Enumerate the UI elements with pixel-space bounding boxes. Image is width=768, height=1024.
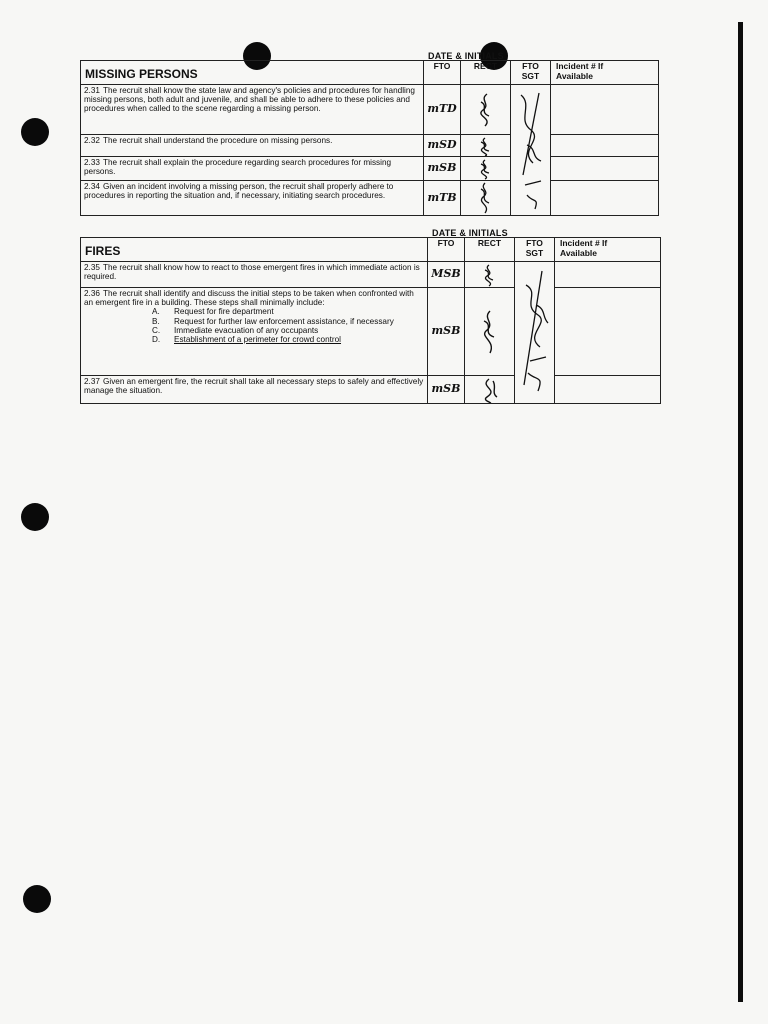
list-item: C. Immediate evacuation of any occupants xyxy=(152,325,319,335)
header-row xyxy=(81,238,661,262)
col-fto: FTO xyxy=(424,61,461,85)
table-row xyxy=(81,85,659,135)
col-incident: Incident # If Available xyxy=(555,238,661,262)
list-item: B. Request for further law enforcement assistance, if necessary xyxy=(152,316,394,326)
list-item: A. Request for fire department xyxy=(152,307,274,317)
col-fto-sgt: FTO SGT xyxy=(511,61,551,85)
table-row xyxy=(81,135,659,157)
date-initials-header: DATE & INITIALS xyxy=(428,51,504,61)
date-initials-header: DATE & INITIALS xyxy=(432,228,508,238)
fto-initials: mTD xyxy=(424,85,461,135)
col-fto-sgt: FTO SGT xyxy=(515,238,555,262)
section-title: MISSING PERSONS xyxy=(81,61,424,85)
task-text: 2.34 Given an incident involving a missing person, the recruit shall properly adhere to procedures in reporting the situation and, if necessary, initiating search procedures. xyxy=(81,181,424,216)
table-row xyxy=(81,262,661,288)
fto-initials: mSD xyxy=(424,135,461,157)
task-text: 2.31 The recruit shall know the state law and agency's policies and procedures for handling missing persons, both adult and juvenile, and shall be able to adhere to these policies and procedures when called to the scene regarding a missing person. xyxy=(81,85,424,135)
col-incident: Incident # If Available xyxy=(551,61,659,85)
page-edge-shadow xyxy=(738,22,743,1002)
section-title: FIRES xyxy=(81,238,428,262)
fto-initials: mSB xyxy=(428,376,465,404)
fto-initials: mTB xyxy=(424,181,461,216)
rect-signature-icon xyxy=(461,85,511,135)
table-row xyxy=(81,157,659,181)
rect-signature-icon xyxy=(461,181,511,216)
incident-cell xyxy=(555,288,661,376)
col-fto: FTO xyxy=(428,238,465,262)
task-text: 2.32 The recruit shall understand the procedure on missing persons. xyxy=(81,135,424,157)
task-text: 2.36 The recruit shall identify and discuss the initial steps to be taken when confronted with an emergent fire in a building. These steps shall minimally include: A. Request for fire department B. Request for further law enforcement assistance, if necessary C. Immediate evacuation of any occupants D. Establishment of a perimeter for crowd control xyxy=(81,288,428,376)
incident-cell xyxy=(551,135,659,157)
fires-table xyxy=(80,237,661,404)
rect-signature-icon xyxy=(461,135,511,157)
col-rect: RECT xyxy=(461,61,511,85)
rect-signature-icon xyxy=(465,288,515,376)
fto-initials: mSB xyxy=(428,288,465,376)
punch-hole xyxy=(23,885,51,913)
punch-hole xyxy=(21,503,49,531)
task-text: 2.37 Given an emergent fire, the recruit shall take all necessary steps to safely and effectively manage the situation. xyxy=(81,376,428,404)
list-item: D. Establishment of a perimeter for crowd control xyxy=(152,334,342,344)
punch-hole xyxy=(21,118,49,146)
incident-cell xyxy=(551,157,659,181)
incident-cell xyxy=(551,85,659,135)
sgt-signature-icon xyxy=(511,85,551,216)
rect-signature-icon xyxy=(465,262,515,288)
incident-cell xyxy=(555,262,661,288)
table-row xyxy=(81,288,661,376)
task-text: 2.35 The recruit shall know how to react to those emergent fires in which immediate action is required. xyxy=(81,262,428,288)
task-text: 2.33 The recruit shall explain the procedure regarding search procedures for missing persons. xyxy=(81,157,424,181)
sgt-signature-icon xyxy=(515,262,555,404)
fto-initials: MSB xyxy=(428,262,465,288)
missing-persons-table xyxy=(80,60,659,216)
header-row xyxy=(81,61,659,85)
table-row xyxy=(81,181,659,216)
incident-cell xyxy=(551,181,659,216)
incident-cell xyxy=(555,376,661,404)
fto-initials: mSB xyxy=(424,157,461,181)
rect-signature-icon xyxy=(461,157,511,181)
rect-signature-icon xyxy=(465,376,515,404)
table-row xyxy=(81,376,661,404)
col-rect: RECT xyxy=(465,238,515,262)
